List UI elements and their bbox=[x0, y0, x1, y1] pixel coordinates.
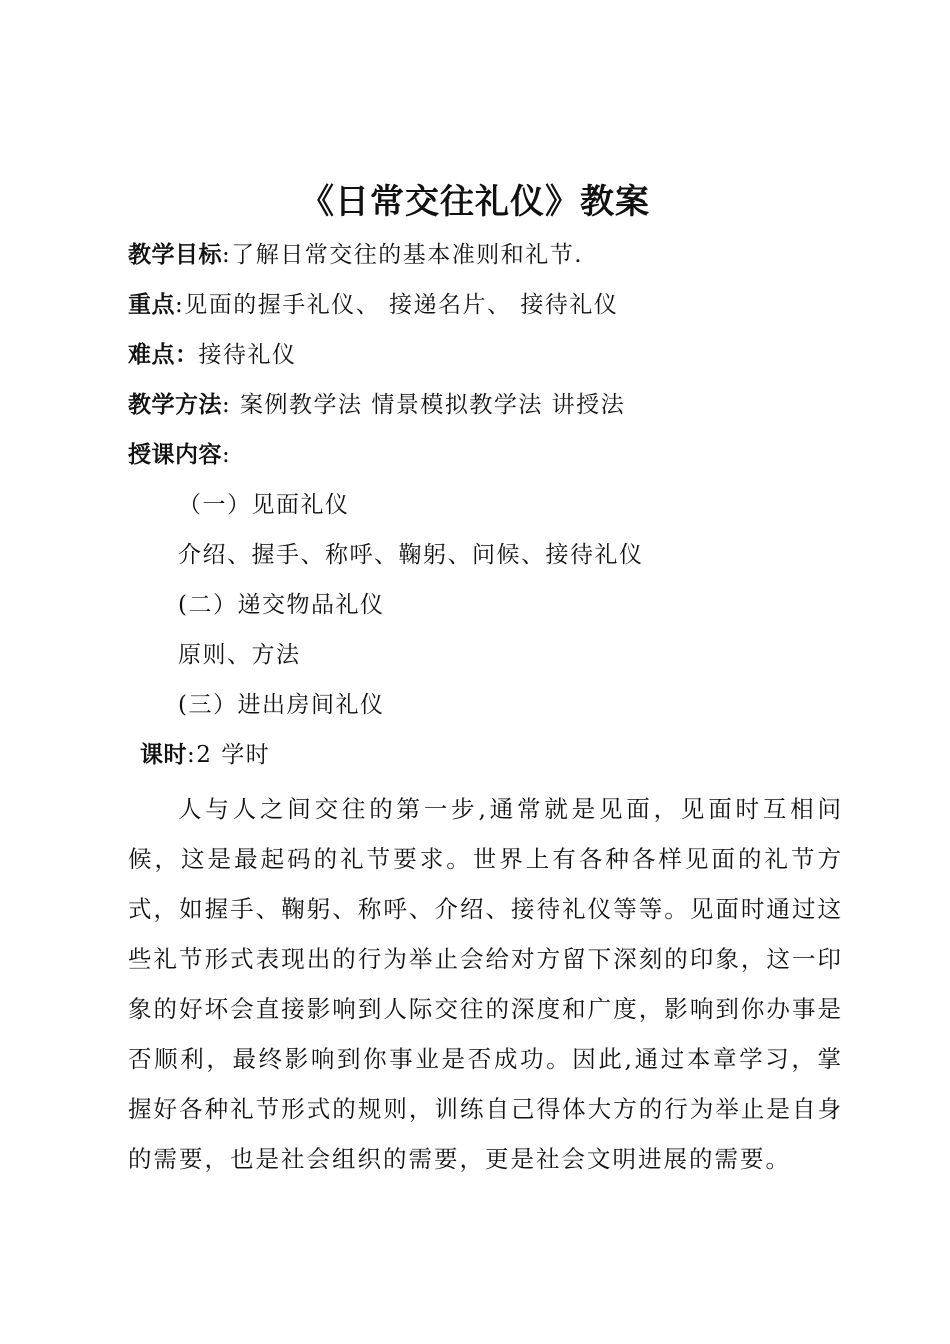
section-heading: （一）见面礼仪 bbox=[178, 492, 350, 518]
difficulty-line bbox=[128, 340, 297, 370]
key-points-text: :见面的握手礼仪、 接递名片、 接待礼仪 bbox=[175, 292, 619, 318]
document-title: 《日常交往礼仪》教案 bbox=[300, 182, 650, 222]
class-hours-label: 课时 bbox=[140, 742, 187, 768]
key-points-line bbox=[128, 290, 618, 320]
section-heading: (三）进出房间礼仪 bbox=[178, 692, 385, 718]
objective-line bbox=[128, 240, 583, 270]
content-label: 授课内容 bbox=[128, 442, 222, 468]
method-text: : 案例教学法 情景模拟教学法 讲授法 bbox=[222, 392, 626, 418]
key-points-label: 重点 bbox=[128, 292, 175, 318]
content-colon: : bbox=[222, 442, 232, 468]
difficulty-text: 接待礼仪 bbox=[198, 342, 297, 368]
section-body: 原则、方法 bbox=[178, 642, 301, 668]
objective-text: :了解日常交往的基本准则和礼节. bbox=[222, 242, 584, 268]
method-label: 教学方法 bbox=[128, 392, 222, 418]
method-line bbox=[128, 390, 625, 420]
section-heading: (二）递交物品礼仪 bbox=[178, 592, 385, 618]
section-body: 介绍、握手、称呼、鞠躬、问候、接待礼仪 bbox=[178, 542, 644, 568]
body-paragraph: 人与人之间交往的第一步,通常就是见面，见面时互相问候，这是最起码的礼节要求。世界上有各种各样见面的礼节方式，如握手、鞠躬、称呼、介绍、接待礼仪等等。见面时通过这些礼节形式表现出的行为举止会给对方留下深刻的印象，这一印象的好坏会直接影响到人际交往的深度和广度，影响到你办事是否顺利，最终影响到你事业是否成功。因此,通过本章学习，掌握好各种礼节形式的规则，训练自己得体大方的行为举止是自身的需要，也是社会组织的需要，更是社会文明进展的需要。 bbox=[128, 795, 843, 1173]
content-line bbox=[128, 440, 231, 470]
difficulty-label: 难点： bbox=[128, 342, 199, 368]
class-hours-line bbox=[140, 740, 270, 770]
objective-label: 教学目标 bbox=[128, 242, 222, 268]
class-hours-text: :2 学时 bbox=[187, 742, 271, 768]
